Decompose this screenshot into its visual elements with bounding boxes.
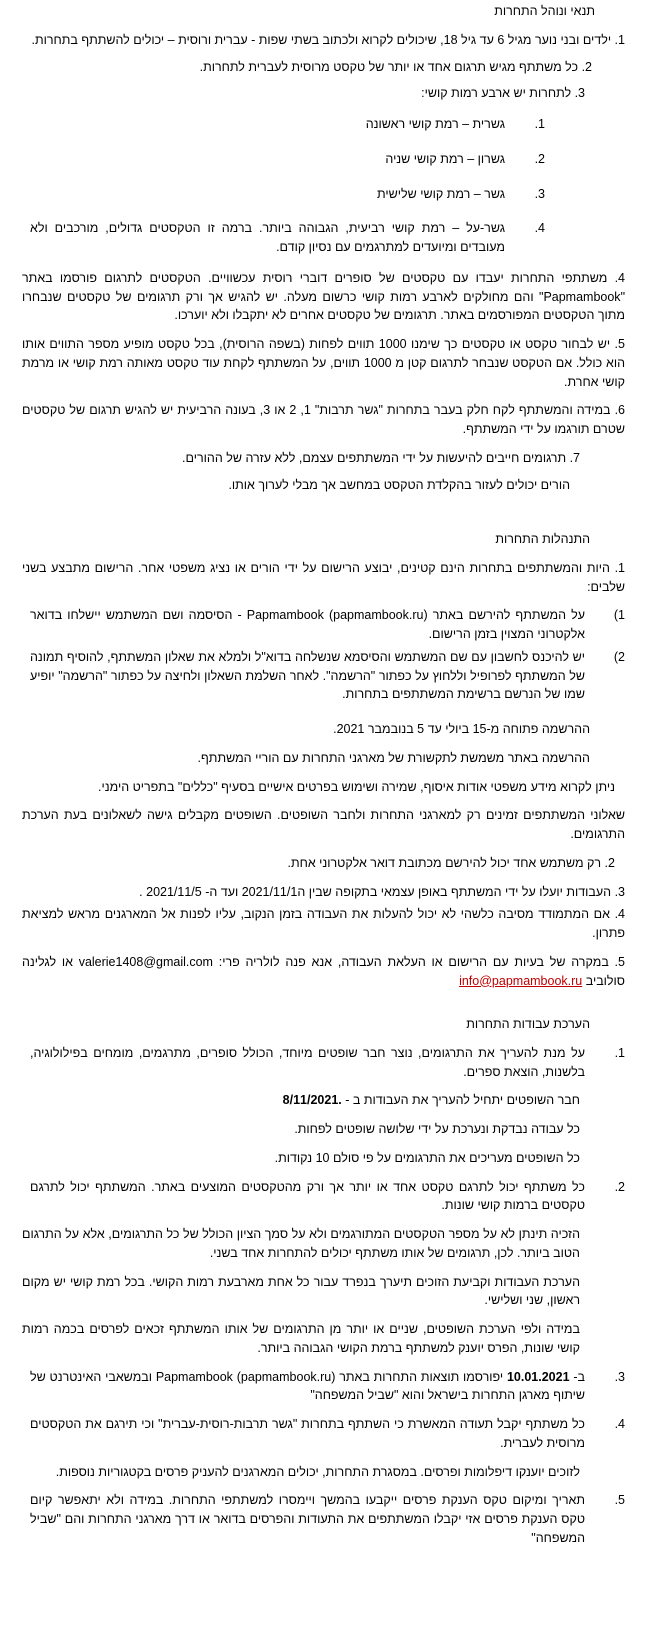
list-text — [30, 1368, 585, 1406]
list-text: גשר-על – רמת קושי רביעית, הגבוהה ביותר. ברמה זו הטקסטים גדולים, מורכבים ולא מעובדים ומיועדים למתרגמים עם נסיון קודם. — [30, 221, 505, 254]
date-prefix: ב- — [573, 1369, 585, 1384]
contact-email-link[interactable]: info@papmambook.ru — [459, 973, 583, 988]
result-text: יפורסמו תוצאות התחרות באתר Papmambook (papmambook.ru) ובמשאבי האינטרנט של שיתוף מארגן התחרות בישראל והוא "שביל המשפחה" — [30, 1369, 585, 1403]
list-number: 5. — [614, 1493, 625, 1508]
list-number: 1. — [614, 1045, 625, 1060]
paragraph: 1. היות והמשתתפים בתחרות הינם קטינים, יבוצע הרישום על ידי הורים או נציג משפטי אחר. הרישום מתבצע בשני שלבים: — [22, 560, 625, 594]
paragraph: כל השופטים מעריכים את התרגומים על פי סולם 10 נקודות. — [274, 1150, 580, 1165]
section-title: התנהלות התחרות — [495, 532, 590, 546]
section-title: הערכת עבודות התחרות — [466, 1017, 590, 1031]
list-item — [0, 1368, 650, 1406]
list-number: 3. — [614, 1369, 625, 1384]
paragraph: 2. רק משתמש אחד יכול להירשם מכתובת דואר אלקטרוני אחת. — [287, 855, 615, 870]
list-text: כל משתתף יקבל תעודה המאשרת כי השתתף בתחרות "גשר תרבות-רוסית-עברית" וכי תירגם את הטקסטים מרוסית לעברית. — [30, 1417, 585, 1450]
date-value: 8/11/2021. — [282, 1093, 342, 1108]
contact-paragraph — [0, 953, 650, 991]
list-text: גשרון – רמת קושי שניה — [385, 151, 505, 166]
list-number: 2) — [613, 649, 625, 664]
list-text: תאריך ומיקום טקס הענקת פרסים ייקבעו בהמשך ויימסרו למשתתפי התחרות. במידה ולא יתאפשר קיום טקס הענקת פרסים אזי יקבלו המשתתפים את התעודות והפרסים בדואר או דרך מארגני התחרות והם "שביל המשפחה" — [30, 1493, 585, 1545]
list-item — [0, 1044, 650, 1082]
section-rules — [0, 2, 650, 494]
contact-email[interactable]: valerie1408@gmail.com — [78, 954, 213, 969]
list-text: יש להיכנס לחשבון עם שם המשתמש והסיסמא שנשלחה בדוא"ל ולמלא את שאלון המשתתף, להוסיף תמונה של המשתתף לפרופיל וללחוץ על כפתור "הרשמה". לאחר השלמת השאלון ולחיצה על כפתור "הרשמה" יופיע שמו של הנרשם ברשימת המשתתפים בתחרות. — [30, 649, 585, 702]
list-item — [0, 150, 650, 169]
paragraph: 6. במידה והמשתתף לקח חלק בעבר בתחרות "גשר תרבות" 1, 2 או 3, בעונה הרביעית יש להגיש תרגום של טקסטים שטרם תורגמו על ידי המשתתף. — [22, 403, 625, 436]
paragraph: הורים יכולים לעזור בהקלדת הטקסט במחשב אך מבלי לערוך אותו. — [228, 477, 570, 492]
list-text: גשר – רמת קושי שלישית — [377, 186, 505, 201]
contact-text: 5. במקרה של בעיות עם הרישום או העלאת העבודה, אנא פנה לולריה פרי: — [218, 954, 625, 969]
contact-text: או לגלינה סולוביב — [22, 954, 625, 988]
list-number: 4. — [534, 221, 545, 236]
list-text: על מנת להעריך את התרגומים, נוצר חבר שופטים מיוחד, הכולל סופרים, מתרגמים, מומחים בפילולוגיה, בלשנות, הוצאת ספרים. — [30, 1045, 585, 1079]
list-item — [0, 115, 650, 134]
date-intro: חבר השופטים יתחיל להעריך את העבודות ב - — [345, 1093, 580, 1108]
list-number: 2. — [614, 1179, 625, 1194]
section-title: תנאי ונוהל התחרות — [494, 4, 595, 18]
list-item — [0, 219, 650, 257]
list-item — [0, 185, 650, 204]
paragraph — [0, 1091, 650, 1110]
list-number: 1. — [534, 117, 545, 131]
section-conduct — [0, 530, 650, 990]
date-value: 10.01.2021 — [506, 1369, 570, 1384]
list-text: כל משתתף יכול לתרגם טקסט אחד או יותר אך ורק מהטקסטים המוצעים באתר. המשתתף יכול לתרגם טקסטים ברמות קושי שונות. — [30, 1179, 585, 1213]
paragraph: ההרשמה פתוחה מ-15 ביולי עד 5 בנובמבר 2021. — [333, 722, 590, 736]
paragraph: ההרשמה באתר משמשת לתקשורת של מארגני התחרות עם הוריי המשתתף. — [197, 750, 590, 765]
paragraph: ניתן לקרוא מידע משפטי אודות איסוף, שמירה ושימוש בפרטים אישיים בסעיף "כללים" בתפריט הימני. — [98, 779, 615, 794]
list-item — [0, 606, 650, 644]
list-number: 2. — [534, 151, 545, 166]
list-number: 1) — [613, 608, 625, 623]
list-text: על המשתתף להירשם באתר Papmambook (papmambook.ru) - הסיסמה ושם המשתמש יישלחו בדואר אלקטרוני המצוין בזמן הרישום. — [30, 608, 586, 641]
paragraph: 2. כל משתתף מגיש תרגום אחד או יותר של טקסט מרוסית לעברית לתחרות. — [199, 59, 592, 74]
list-item — [0, 1415, 650, 1453]
paragraph: 3. העבודות יועלו על ידי המשתתף באופן עצמאי בתקופה שבין ה2021/11/1 ועד ה- 2021/11/5 . — [139, 884, 625, 899]
paragraph: 5. יש לבחור טקסט או טקסטים כך שימנו 1000 תווים לפחות (בשפה הרוסית), בכל טקסט מופיע מספר התווים אותו הוא כולל. אם הטקסט שנבחר לתרגום קטן מ 1000 תווים, על המשתתף לקחת עוד טקסט מאותה רמת קושי או מרמת קושי אחרת. — [22, 337, 625, 389]
paragraph: לזוכים יוענקו דיפלומות ופרסים. במסגרת התחרות, יכולים המארגנים להעניק פרסים בקטגוריות נוספות. — [55, 1464, 580, 1479]
paragraph: 7. תרגומים חייבים להיעשות על ידי המשתתפים עצמם, ללא עזרה של ההורים. — [182, 450, 580, 465]
list-number: 4. — [614, 1417, 625, 1431]
paragraph: 4. אם המתמודד מסיבה כלשהי לא יכול להעלות את העבודה בזמן הנקוב, עליו לפנות אל המארגנים מראש למציאת פתרון. — [22, 907, 625, 940]
paragraph: הערכת העבודות וקביעת הזוכים תיערך בנפרד עבור כל אחת מארבעת רמות הקושי. בכל רמת קושי יש מקום ראשון, שני ושלישי. — [22, 1274, 580, 1308]
section-evaluation — [0, 1015, 650, 1548]
paragraph: 4. משתתפי התחרות יעבדו עם טקסטים של סופרים דוברי רוסית עכשוויים. הטקסטים לתרגום פורסמו באתר "Papmambook" והם מחולקים לארבע רמות קושי כרשום מעלה. יש להגיש אך ורק תרגומים של טקסטים שנבחרו מתוך הטקסטים המפורסמים באתר. תרגומים של טקסטים אחרים לא יתקבלו ולא יוערכו. — [22, 270, 625, 323]
paragraph: במידה ולפי הערכת השופטים, שניים או יותר מן התרגומים של אותו המשתתף זכאים לפרסים בכמה רמות קושי שונות, הפרס יוענק למשתתף ברמת הקושי הגבוהה ביותר. — [22, 1322, 580, 1355]
paragraph: 1. ילדים ובני נוער מגיל 6 עד גיל 18, שיכולים לקרוא ולכתוב בשתי שפות - עברית ורוסית – יכולים להשתתף בתחרות. — [31, 32, 625, 47]
paragraph: שאלוני המשתתפים זמינים רק למארגני התחרות ולחבר השופטים. השופטים מקבלים גישה לשאלונים בעת הערכת התרגומים. — [22, 808, 625, 841]
paragraph: 3. לתחרות יש ארבע רמות קושי: — [421, 86, 585, 101]
list-item — [0, 648, 650, 704]
list-text: גשרית – רמת קושי ראשונה — [365, 117, 505, 131]
paragraph: הזכיה תינתן לא על מספר הטקסטים המתורגמים ולא על סמך הציון הכולל של כל התרגומים, אלא על התרגום הטוב ביותר. לכן, תרגומים של אותו משתתף יכולים להתחרות אחד בשני. — [22, 1227, 580, 1260]
paragraph: כל עבודה נבדקת ונערכת על ידי שלושה שופטים לפחות. — [294, 1122, 580, 1136]
list-number: 3. — [534, 186, 545, 201]
list-item — [0, 1178, 650, 1216]
list-item — [0, 1491, 650, 1547]
